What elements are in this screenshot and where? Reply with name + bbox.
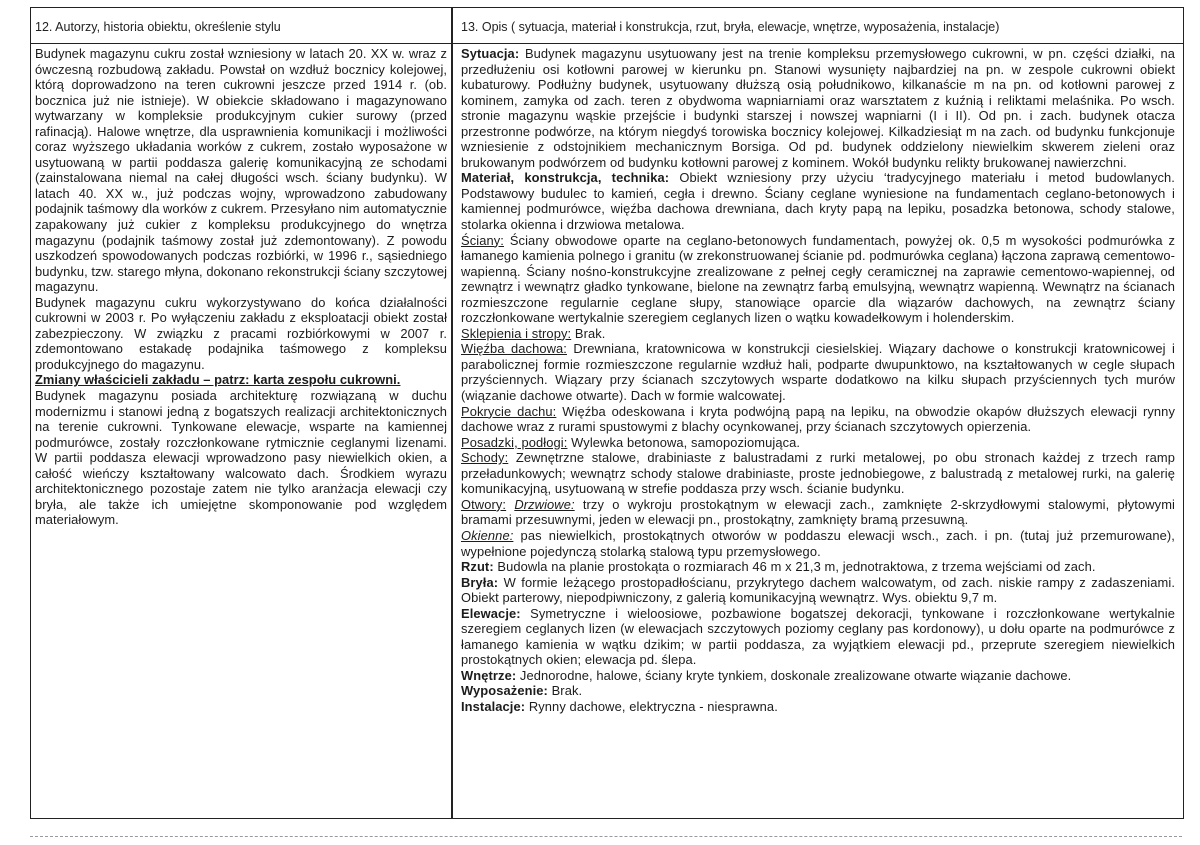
owners-reference-link[interactable]: Zmiany właścicieli zakładu – patrz: karta zespołu cukrowni. bbox=[35, 372, 401, 388]
header-rule bbox=[31, 43, 1183, 44]
elewacje-text: Symetryczne i wieloosiowe, pozbawione bogatszej dekoracji, tynkowane i rozczłonkowane wertykalnie szeregiem ceglanych lizen (w elewacjach szczytowych poziomy ceglany pas kordonowy), u dołu oparte na podmurówce z łamanego kamienia w wątku dzikim; w partii poddasza, za wyjątkiem elewacji pd., przeprute szeregiem niewielkich prostokątnych okien; elewacja pd. ślepa. bbox=[461, 605, 1175, 668]
bryla-text: W formie leżącego prostopadłościanu, przykrytego dachem walcowatym, od zach. niskie rampy z zadaszeniami. Obiekt parterowy, niepodpiwniczony, z galerią komunikacyjną wewnątrz. Wys. obiektu 9,7 m. bbox=[461, 574, 1175, 606]
posadzki-text: Wylewka betonowa, samopoziomująca. bbox=[567, 434, 801, 450]
wiezba-text: Drewniana, kratownicowa w konstrukcji ciesielskiej. Wiązary dachowe o konstrukcji kratownicowej i parabolicznej formie rozmieszczone regularnie wzdłuż hali, podparte dwupunktowo, na kształtowanych w cegle słupach przyściennych. Wiązary przy ścianach szczytowych wsparte dodatkowo na kilku słupach przyściennych tych murów (wiązanie dachowe otwarte). Dach w formie walcowatej. bbox=[461, 341, 1175, 404]
history-paragraph-decommission: Budynek magazynu cukru wykorzystywano do końca działalności cukrowni w 2003 r. Po wyłączeniu zakładu z eksploatacji obiekt został zabezpieczony. W związku z pracami rozbiórkowymi w 2007 r. zdemontowano estakadę podajnika taśmowego z kompleksu produkcyjnego do magazynu. bbox=[35, 294, 447, 372]
material-text: Obiekt wzniesiony przy użyciu ‘tradycyjnego materiału i metod budowlanych. Podstawowy budulec to kamień, cegła i drewno. Ściany ceglane wyniesione na fundamentach ceglano-betonowych i kamiennej podmurówce, więźba dachowa drewniana, dach kryty papą na lepiku, posadzka betonowa, schody stalowe, stolarka okienna i drzwiowa metalowa. bbox=[461, 170, 1175, 233]
elewacje-section bbox=[461, 606, 1175, 668]
posadzki-label: Posadzki, podłogi: bbox=[461, 434, 568, 450]
sklepienia-label: Sklepienia i stropy: bbox=[461, 325, 572, 341]
instalacje-label: Instalacje: bbox=[461, 698, 526, 714]
rzut-text: Budowla na planie prostokąta o rozmiarach 46 m x 21,3 m, jednotraktowa, z trzema wejściami od zach. bbox=[493, 559, 1096, 575]
wyposazenie-label: Wyposażenie: bbox=[461, 683, 548, 699]
pokrycie-section bbox=[461, 404, 1175, 435]
pokrycie-label: Pokrycie dachu: bbox=[461, 403, 557, 419]
style-paragraph: Budynek magazynu posiada architekturę rozwiązaną w duchu modernizmu i stanowi jedną z bogatszych realizacji architektonicznych na terenie cukrowni. Tynkowane elewacje, wsparte na kamiennej podmurówce, zostały rozczłonkowane rytmicznie ceglanymi lizenami. W partii poddasza elewacji wprowadzono pasy niewielkich okien, a całość wieńczy kształtowany walcowato dach. Środkiem wyrazu architektonicznego pozostaje zatem nie tylko aranżacja elewacji czy bryła, ale także ich umiejętne skomponowanie pod względem materiałowym. bbox=[35, 388, 447, 528]
okienne-section bbox=[461, 528, 1175, 559]
sytuacja-text: Budynek magazynu usytuowany jest na trenie kompleksu przemysłowego cukrowni, w pn. części działki, na przedłużeniu osi kotłowni parowej w kierunku pn. Stanowi wysunięty najbardziej na pn. w zespole cukrowni obiekt kubaturowy. Podłużny budynek, usytuowany dłuższą osią południkowo, kilkanaście m na pn. od kotłowni parowej z kominem, zamyka od zach. teren z obydwoma wapniarniami oraz warsztatem z kuźnią i reliktami melaśnika. Po wsch. stronie magazynu wąskie przejście i budynki starszej i nowszej wapniarni (I i II). Od pn. i zach. budynek otacza przestronne podwórze, na którym niegdyś torowiska bocznicy kolejowej. Kilkadziesiąt m na zach. od budynku funkcjonuje wzniesienie z odstojnikiem mechanicznym Borsiga. Od pd. budynek oddzielony niewielkim skwerem zieleni oraz brukowanym podwórzem od budynku kotłowni parowej z kominem. Wokół budynku relikty brukowanej nawierzchni. bbox=[461, 46, 1175, 170]
material-label: Materiał, konstrukcja, technika: bbox=[461, 170, 670, 186]
history-paragraph-construction: Budynek magazynu cukru został wzniesiony w latach 20. XX w. wraz z ówczesną rozbudową zakładu. Powstał on wzdłuż bocznicy kolejowej, którą doprowadzono na teren cukrowni jeszcze przed 1914 r. (ob. bocznica już nie istnieje). W obiekcie składowano i magazynowano wytwarzany w kompleksie produkcyjnym cukier surowy (przed rafinacją). Halowe wnętrze, dla usprawnienia komunikacji i możliwości coraz wyższego układania worków z cukrem, zostało wyposażone w usytuowaną w partii poddasza galerię komunikacyjną ze schodami (zainstalowana niemal na całej długości wsch. ściany budynku). W latach 40. XX w., już podczas wojny, wprowadzono zabudowany podajnik taśmowy dla worków z cukrem. Przesyłano nim automatycznie zapakowany już cukier z kompleksu produkcyjnego do wnętrza magazynu (podajnik taśmowy został już zdemontowany). Z powodu uszkodzeń spowodowanych podczas rozbiórki, w 1996 r., sąsiedniego budynku, tzw. starego młyna, dokonano rekonstrukcji ściany szczytowej magazynu. bbox=[35, 46, 447, 295]
scan-edge-line bbox=[30, 836, 1182, 837]
sciany-label: Ściany: bbox=[461, 232, 504, 248]
wnetrze-text: Jednorodne, halowe, ściany kryte tynkiem, doskonale zrealizowane otwarte wiązanie dachowe. bbox=[516, 667, 1072, 683]
otwory-section bbox=[461, 497, 1175, 528]
okienne-label: Okienne: bbox=[461, 527, 514, 543]
sytuacja-label: Sytuacja: bbox=[461, 46, 520, 61]
wyposazenie-section bbox=[461, 683, 1175, 699]
description-column bbox=[461, 46, 1175, 715]
otwory-label: Otwory: bbox=[461, 496, 507, 512]
section-12-header: 12. Autorzy, historia obiektu, określenie stylu bbox=[35, 20, 281, 34]
sytuacja-section bbox=[461, 46, 1175, 170]
schody-section bbox=[461, 450, 1175, 497]
drzwiowe-label: Drzwiowe: bbox=[514, 496, 575, 512]
column-divider bbox=[451, 8, 453, 818]
wnetrze-label: Wnętrze: bbox=[461, 667, 517, 683]
document-form bbox=[30, 7, 1184, 819]
schody-label: Schody: bbox=[461, 450, 509, 466]
bryla-label: Bryła: bbox=[461, 574, 499, 590]
pokrycie-text: Więźba odeskowana i kryta podwójną papą na lepiku, na obwodzie okapów dłuższych elewacji rynny dachowe wraz z rurami spustowymi z blachy ocynkowanej, przy ścianach szczytowych opierzenia. bbox=[461, 403, 1175, 435]
rzut-label: Rzut: bbox=[461, 559, 494, 575]
history-column bbox=[35, 46, 447, 528]
drzwiowe-text: trzy o wykroju prostokątnym w elewacji zach., zamknięte 2-skrzydłowymi stalowymi, płytowymi bramami przesuwnymi, jeden w elewacji pn., prostokątny, zamknięty bramą przesuwną. bbox=[461, 496, 1175, 528]
okienne-text: pas niewielkich, prostokątnych otworów w poddaszu elewacji wsch., zach. i pn. (tutaj już przemurowane), wypełnione pojedynczą stolarką stalową typu przemysłowego. bbox=[461, 527, 1175, 559]
section-13-header: 13. Opis ( sytuacja, materiał i konstrukcja, rzut, bryła, elewacje, wnętrze, wyposażenia, instalacje) bbox=[461, 20, 1000, 34]
wiezba-label: Więźba dachowa: bbox=[461, 341, 567, 357]
wnetrze-section bbox=[461, 668, 1175, 684]
sciany-text: Ściany obwodowe oparte na ceglano-betonowych fundamentach, powyżej ok. 0,5 m wysokości podmurówka z łamanego kamienia polnego i granitu (w zrekonstruowanej ścianie pd. podmurówka ceglana) łączona zaprawą cementowo-wapienną. Ściany nośno-konstrukcyjne zrealizowane z pełnej cegły ceramicznej na zaprawie cementowo-wapiennej, od zewnątrz i wewnątrz gładko tynkowane, bielone na zewnątrz farbą emulsyjną, wewnątrz wapienną. Wewnątrz na ścianach rozmieszczone regularnie ceglane słupy, stanowiące oparcie dla wiązarów dachowych, na zewnątrz ściany rozczłonkowane wertykalnie szeregiem ceglanych lizen o wątku kowadełkowym i holenderskim. bbox=[461, 232, 1175, 326]
instalacje-text: Rynny dachowe, elektryczna - niesprawna. bbox=[525, 698, 778, 714]
wiezba-section bbox=[461, 341, 1175, 403]
posadzki-section bbox=[461, 435, 1175, 451]
rzut-section bbox=[461, 559, 1175, 575]
sklepienia-section bbox=[461, 326, 1175, 342]
material-section bbox=[461, 170, 1175, 232]
sciany-section bbox=[461, 233, 1175, 326]
instalacje-section bbox=[461, 699, 1175, 715]
wyposazenie-text: Brak. bbox=[547, 683, 583, 699]
elewacje-label: Elewacje: bbox=[461, 605, 521, 621]
schody-text: Zewnętrzne stalowe, drabiniaste z balustradami z rurki metalowej, po obu stronach każdej z trzech ramp przeładunkowych; wewnątrz schody stalowe drabiniaste, proste jednobiegowe, z balustradą z metalowej rurki, na galerię komunikacyjną, usytuowaną w strefie poddasza przy wsch. ścianie budynku. bbox=[461, 450, 1175, 497]
bryla-section bbox=[461, 575, 1175, 606]
sklepienia-text: Brak. bbox=[571, 325, 606, 341]
